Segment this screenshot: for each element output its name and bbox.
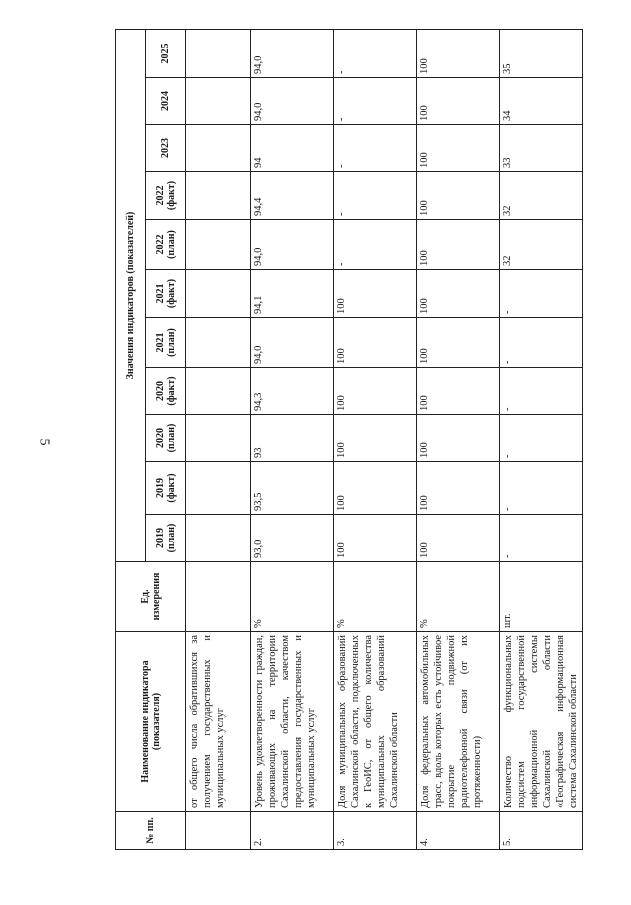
row-num: 3.	[334, 812, 417, 850]
cell-value: -	[500, 318, 583, 368]
header-year: 2022 (план)	[146, 220, 186, 270]
row-num: 4.	[417, 812, 500, 850]
header-year: 2021 (факт)	[146, 270, 186, 318]
cell-value	[186, 318, 251, 368]
header-year: 2022 (факт)	[146, 172, 186, 220]
cell-value: 100	[334, 415, 417, 462]
cell-value: 94,0	[251, 78, 334, 125]
cell-value	[186, 462, 251, 515]
cell-value: 93,0	[251, 515, 334, 562]
cell-value: 100	[417, 78, 500, 125]
page-number: 5	[36, 438, 52, 446]
table-row	[251, 30, 334, 850]
cell-value	[186, 220, 251, 270]
indicator-table	[115, 29, 583, 850]
header-name: Наименование индикатора (показателя)	[116, 632, 186, 812]
cell-value: 100	[334, 270, 417, 318]
cell-value: 100	[334, 318, 417, 368]
row-unit: шт.	[500, 562, 583, 632]
row-num	[186, 812, 251, 850]
cell-value: 94,1	[251, 270, 334, 318]
header-values-group: Значения индикаторов (показателей)	[116, 30, 146, 562]
cell-value: -	[334, 30, 417, 78]
cell-value: 100	[417, 220, 500, 270]
cell-value: 100	[334, 515, 417, 562]
table-row	[417, 30, 500, 850]
table-row	[500, 30, 583, 850]
cell-value: 94	[251, 125, 334, 172]
cell-value: 100	[417, 318, 500, 368]
cell-value: 94,0	[251, 30, 334, 78]
cell-value: 94,0	[251, 220, 334, 270]
header-year: 2024	[146, 78, 186, 125]
row-unit: %	[417, 562, 500, 632]
cell-value: 94,3	[251, 368, 334, 415]
cell-value: 94,4	[251, 172, 334, 220]
row-name: Доля муниципальных образований Сахалинской области, подключенных к ГеоИС, от общего количества муниципальных образований Сахалинской области	[334, 632, 417, 812]
cell-value: 100	[417, 462, 500, 515]
cell-value: 100	[417, 30, 500, 78]
row-num: 5.	[500, 812, 583, 850]
cell-value: -	[334, 78, 417, 125]
cell-value: 100	[334, 368, 417, 415]
cell-value: -	[334, 125, 417, 172]
cell-value	[186, 30, 251, 78]
cell-value	[186, 368, 251, 415]
cell-value: 93	[251, 415, 334, 462]
header-year: 2023	[146, 125, 186, 172]
cell-value: 100	[417, 415, 500, 462]
header-year: 2020 (план)	[146, 415, 186, 462]
header-year: 2025	[146, 30, 186, 78]
cell-value: 100	[417, 368, 500, 415]
cell-value	[186, 125, 251, 172]
header-year: 2019 (факт)	[146, 462, 186, 515]
row-num: 2.	[251, 812, 334, 850]
cell-value	[186, 78, 251, 125]
cell-value: 100	[417, 270, 500, 318]
header-year: 2021 (план)	[146, 318, 186, 368]
cell-value: 32	[500, 172, 583, 220]
row-name: Уровень удовлетворенности граждан, проживающих на территории Сахалинской области, качеством предоставления государственных и муниципальных услуг	[251, 632, 334, 812]
header-unit: Ед. измерения	[116, 562, 186, 632]
cell-value: 34	[500, 78, 583, 125]
cell-value: 35	[500, 30, 583, 78]
cell-value: -	[500, 462, 583, 515]
cell-value: -	[500, 415, 583, 462]
cell-value: 100	[417, 515, 500, 562]
header-num: № пп.	[116, 812, 186, 850]
cell-value: -	[334, 220, 417, 270]
table-row	[186, 30, 251, 850]
row-name: Доля федеральных автомобильных трасс, вдоль которых есть устойчивое покрытие подвижной радиотелефонной связи (от их протяженности)	[417, 632, 500, 812]
cell-value: 32	[500, 220, 583, 270]
row-name: Количество функциональных подсистем государственной информационной системы Сахалинской области «Географическая информационная система Сахалинской области	[500, 632, 583, 812]
row-unit	[186, 562, 251, 632]
cell-value: -	[334, 172, 417, 220]
cell-value: -	[500, 515, 583, 562]
header-year: 2019 (план)	[146, 515, 186, 562]
cell-value: -	[500, 270, 583, 318]
cell-value: 100	[334, 462, 417, 515]
row-name: от общего числа обратившихся за получением государственных и муниципальных услуг	[186, 632, 251, 812]
cell-value: 33	[500, 125, 583, 172]
cell-value: -	[500, 368, 583, 415]
table-row	[334, 30, 417, 850]
cell-value	[186, 172, 251, 220]
cell-value: 100	[417, 172, 500, 220]
cell-value: 93,5	[251, 462, 334, 515]
cell-value	[186, 270, 251, 318]
cell-value	[186, 515, 251, 562]
row-unit: %	[251, 562, 334, 632]
row-unit: %	[334, 562, 417, 632]
cell-value	[186, 415, 251, 462]
cell-value: 94,0	[251, 318, 334, 368]
indicator-table-rotated	[115, 30, 588, 850]
header-year: 2020 (факт)	[146, 368, 186, 415]
cell-value: 100	[417, 125, 500, 172]
